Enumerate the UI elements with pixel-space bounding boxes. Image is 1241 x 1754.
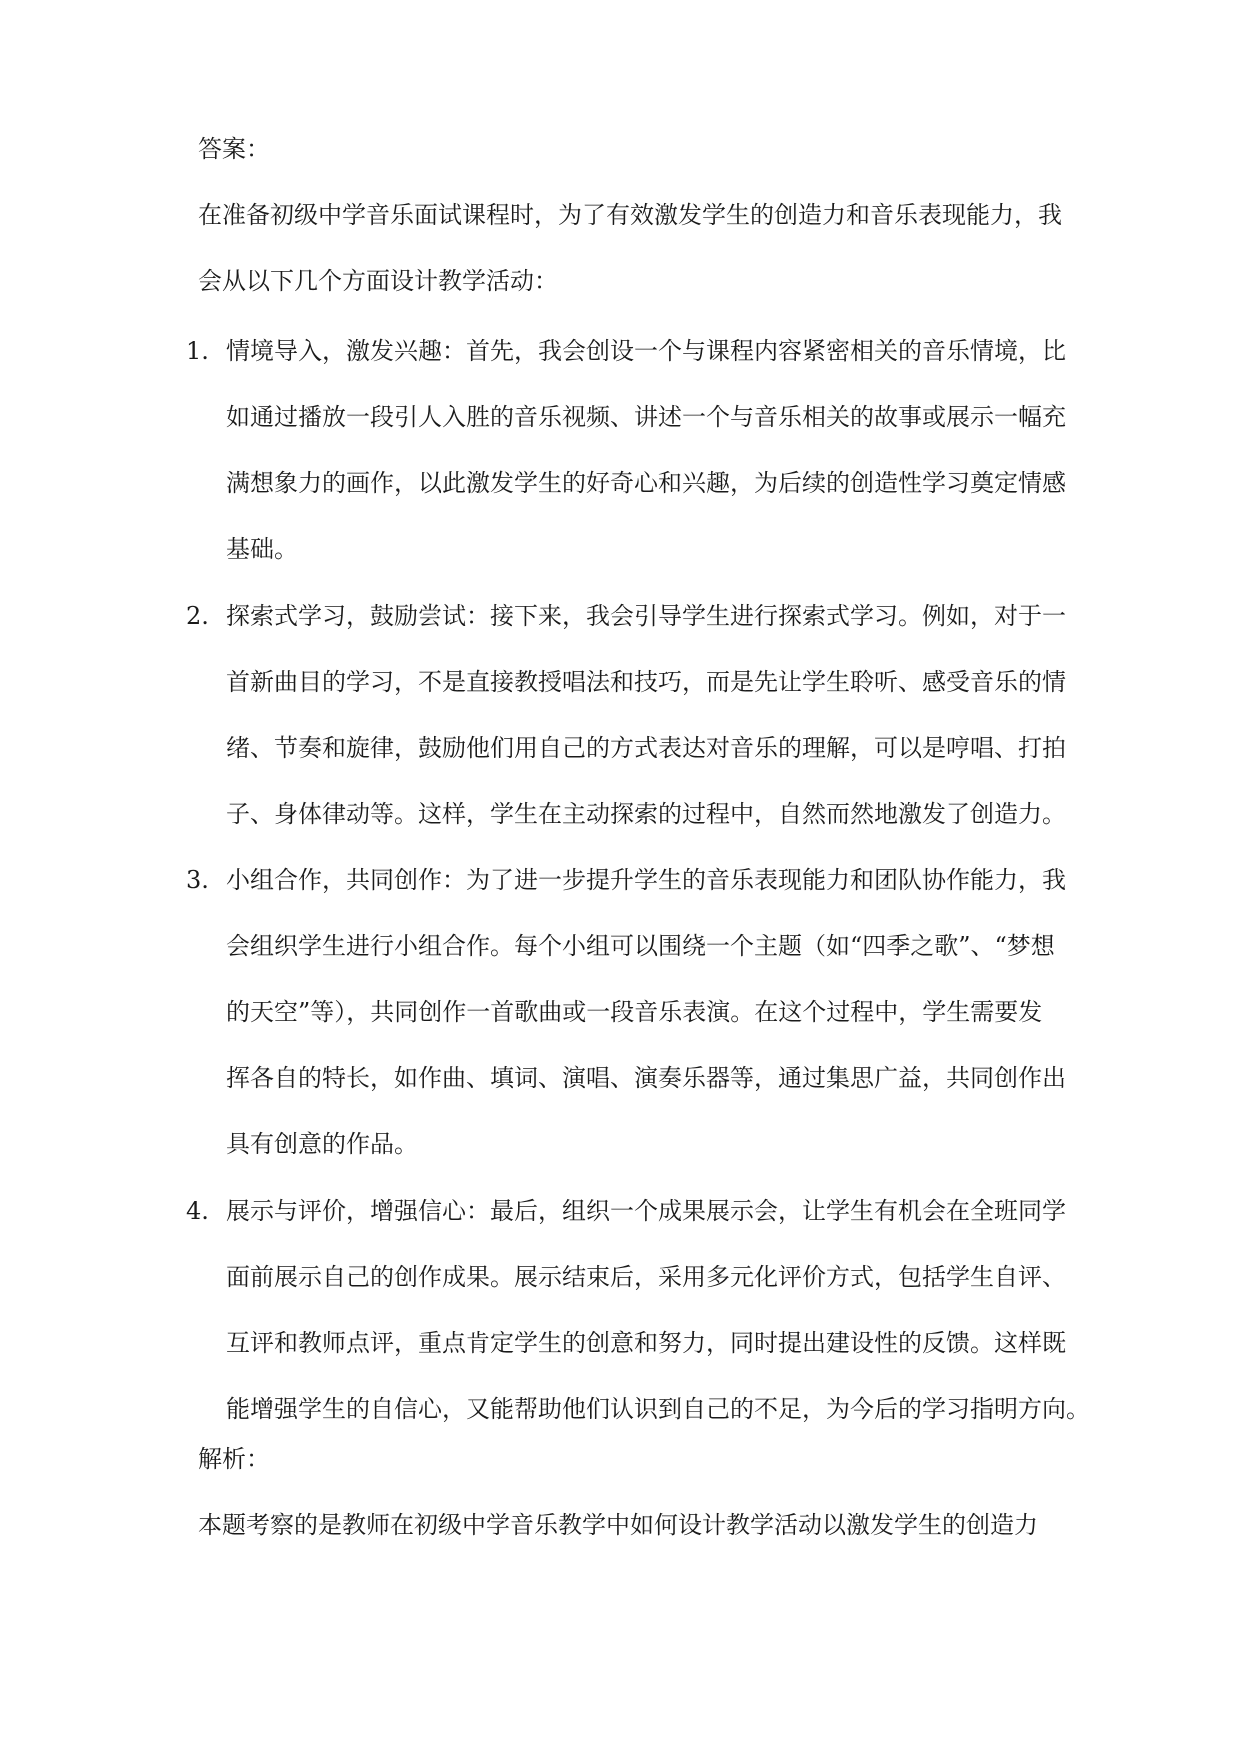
- list-item-3-line-5: 具有创意的作品。: [226, 1130, 418, 1158]
- list-item-1-line-2: 如通过播放一段引人入胜的音乐视频、讲述一个与音乐相关的故事或展示一幅充: [226, 403, 1066, 431]
- list-item-1-line-3: 满想象力的画作，以此激发学生的好奇心和兴趣，为后续的创造性学习奠定情感: [226, 469, 1066, 497]
- list-item-number-2: 2.: [186, 602, 209, 630]
- list-item-2-line-3: 绪、节奏和旋律，鼓励他们用自己的方式表达对音乐的理解，可以是哼唱、打拍: [226, 734, 1066, 762]
- list-item-4-line-2: 面前展示自己的创作成果。展示结束后，采用多元化评价方式，包括学生自评、: [226, 1263, 1066, 1291]
- list-item-1-line-4: 基础。: [226, 535, 298, 563]
- list-item-3-line-3: 的天空”等），共同创作一首歌曲或一段音乐表演。在这个过程中，学生需要发: [226, 998, 1043, 1026]
- list-item-3-line-4: 挥各自的特长，如作曲、填词、演唱、演奏乐器等，通过集思广益，共同创作出: [226, 1064, 1066, 1092]
- list-item-4-line-4: 能增强学生的自信心，又能帮助他们认识到自己的不足，为今后的学习指明方向。: [226, 1395, 1090, 1423]
- intro-line-2: 会从以下几个方面设计教学活动：: [198, 267, 558, 295]
- intro-line-1: 在准备初级中学音乐面试课程时，为了有效激发学生的创造力和音乐表现能力，我: [198, 201, 1062, 229]
- answer-heading: 答案：: [198, 135, 270, 163]
- list-item-3-line-2: 会组织学生进行小组合作。每个小组可以围绕一个主题（如“四季之歌”、“梦想: [226, 932, 1055, 960]
- list-item-number-4: 4.: [186, 1197, 209, 1225]
- list-item-4-line-1: 展示与评价，增强信心：最后，组织一个成果展示会，让学生有机会在全班同学: [226, 1197, 1066, 1225]
- list-item-2-line-1: 探索式学习，鼓励尝试：接下来，我会引导学生进行探索式学习。例如，对于一: [226, 602, 1066, 630]
- list-item-number-3: 3.: [186, 866, 209, 894]
- list-item-2-line-2: 首新曲目的学习，不是直接教授唱法和技巧，而是先让学生聆听、感受音乐的情: [226, 668, 1066, 696]
- analysis-heading: 解析：: [198, 1445, 270, 1473]
- list-item-number-1: 1.: [186, 337, 209, 365]
- list-item-3-line-1: 小组合作，共同创作：为了进一步提升学生的音乐表现能力和团队协作能力，我: [226, 866, 1066, 894]
- list-item-1-line-1: 情境导入，激发兴趣：首先，我会创设一个与课程内容紧密相关的音乐情境，比: [226, 337, 1066, 365]
- analysis-line-1: 本题考察的是教师在初级中学音乐教学中如何设计教学活动以激发学生的创造力: [198, 1511, 1038, 1539]
- list-item-4-line-3: 互评和教师点评，重点肯定学生的创意和努力，同时提出建设性的反馈。这样既: [226, 1329, 1066, 1357]
- list-item-2-line-4: 子、身体律动等。这样，学生在主动探索的过程中，自然而然地激发了创造力。: [226, 800, 1066, 828]
